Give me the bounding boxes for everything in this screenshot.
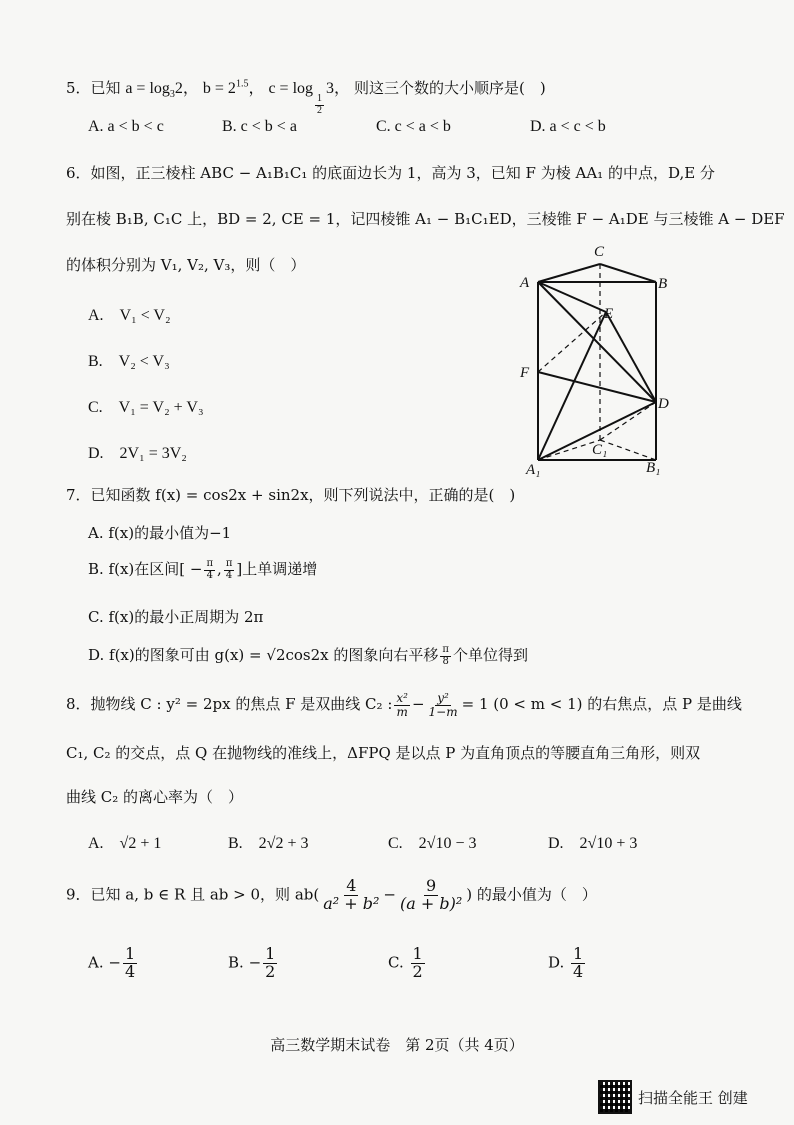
label-B1: B₁ [646, 460, 661, 476]
q9-b-label: B. [228, 953, 244, 972]
q7-option-b[interactable] [88, 558, 317, 581]
label-C1: C₁ [592, 442, 608, 458]
q6-option-d[interactable]: D. 2V₁ = 3V₂ [88, 445, 187, 462]
q9-option-d[interactable] [548, 946, 587, 981]
q6-line-3: 的体积分别为 V₁, V₂, V₃，则（ ） [66, 256, 306, 274]
q9-b-num: 1 [265, 944, 276, 963]
q9-a-num: 1 [124, 944, 136, 963]
label-A1: A₁ [526, 462, 541, 478]
q8-line-2: C₁, C₂ 的交点，点 Q 在抛物线的准线上，ΔFPQ 是以点 P 为直角顶点的等腰直角三角形，则双 [66, 744, 701, 762]
q7-b-f2-den: 4 [225, 569, 233, 581]
q8-f2-num: y² [437, 691, 449, 705]
q9-option-c[interactable] [388, 946, 427, 981]
q7-b-f1-den: 4 [206, 569, 213, 581]
q7-b-mid: , [217, 560, 222, 578]
prism-figure [516, 238, 676, 478]
q9-minus: − [383, 885, 396, 904]
qr-code-icon [598, 1080, 632, 1114]
scanner-label: 扫描全能王 创建 [638, 1088, 748, 1107]
q9-f1-num: 4 [346, 876, 357, 895]
q6-option-b[interactable]: B. V₂ < V₃ [88, 353, 170, 370]
q9-d-den: 4 [573, 961, 584, 981]
q9-a-frac [123, 946, 137, 981]
q6-option-c[interactable]: C. V₁ = V₂ + V₃ [88, 399, 204, 416]
q7-option-c[interactable]: C. f(x)的最小正周期为 2π [88, 608, 264, 626]
q8-line-3: 曲线 C₂ 的离心率为（ ） [66, 788, 244, 806]
q9-d-frac [571, 946, 585, 981]
q7-stem: 7．已知函数 f(x) = cos2x + sin2x，则下列说法中，正确的是( ) [66, 486, 516, 504]
q8-prefix: 8．抛物线 C : y² = 2px 的焦点 F 是双曲线 C₂ : [66, 695, 393, 714]
label-B: B [658, 276, 668, 292]
q5-option-c[interactable]: C. c < a < b [376, 118, 451, 135]
q9-d-label: D. [548, 953, 565, 972]
q5-prefix: 5．已知 [66, 79, 126, 97]
q6-line-1: 6．如图，正三棱柱 ABC − A₁B₁C₁ 的底面边长为 1，高为 3，已知 F 为棱 AA₁ 的中点，D,E 分 [66, 164, 715, 182]
q5-b-sep: ， [248, 80, 265, 97]
q8-f1-den: m [396, 704, 408, 719]
q5-b-exp: 1.5 [235, 78, 249, 90]
q8-suffix: = 1 (0 < m < 1) 的右焦点，点 P 是曲线 [461, 695, 742, 714]
q7-d-f-den: 8 [442, 655, 449, 667]
edge-CB [600, 264, 656, 282]
q8-option-c[interactable]: C. 2√10 − 3 [388, 835, 477, 852]
edge-A1C1-hidden [538, 440, 600, 460]
q9-suffix: ) 的最小值为（ ） [466, 885, 597, 904]
q9-option-b[interactable] [228, 946, 279, 981]
q7-d-suffix: 个单位得到 [452, 646, 528, 664]
q8-option-d[interactable]: D. 2√10 + 3 [548, 835, 638, 852]
q8-frac-1 [394, 692, 410, 718]
q5-a-arg: 2， [174, 80, 199, 97]
q5-suffix: 则这三个数的大小顺序是( ) [354, 79, 546, 97]
page-footer: 高三数学期末试卷 第 2页（共 4页） [270, 1036, 524, 1054]
q9-frac-2 [398, 878, 464, 913]
q9-b-den: 2 [265, 961, 276, 981]
q5-option-d[interactable]: D. a < c < b [530, 118, 606, 135]
q7-d-frac [440, 645, 451, 667]
q9-c-frac [411, 946, 425, 981]
scanner-watermark [598, 1080, 748, 1114]
q9-stem [66, 878, 597, 913]
label-C: C [594, 244, 605, 260]
q6-line-2: 别在棱 B₁B, C₁C 上，BD = 2, CE = 1，记四棱锥 A₁ − B₁C₁ED，三棱锥 F − A₁DE 与三棱锥 A − DEF [66, 210, 785, 228]
q9-f2-den: (a + b)² [400, 893, 463, 913]
q7-option-a[interactable]: A. f(x)的最小值为−1 [88, 524, 232, 542]
edge-C1B1-hidden [600, 440, 656, 460]
q5-a-expr: a = log [125, 80, 170, 97]
q7-option-d[interactable] [88, 644, 528, 667]
q8-option-b[interactable]: B. 2√2 + 3 [228, 835, 309, 852]
q5-option-a[interactable]: A. a < b < c [88, 118, 164, 135]
q7-d-f-num: π [442, 644, 449, 655]
edge-AD [538, 282, 656, 402]
q8-f2-den: 1−m [428, 704, 458, 719]
edge-AE [538, 282, 606, 312]
q7-b-suffix: ]上单调递增 [236, 560, 318, 578]
edge-FD [538, 372, 656, 402]
q9-a-sign: − [108, 953, 121, 972]
q5-c-base [315, 94, 324, 116]
label-A: A [520, 275, 530, 291]
q9-frac-1 [321, 878, 381, 913]
q5-c-arg: 3， [326, 80, 351, 97]
q5-c-expr: c = log [268, 80, 314, 97]
q8-line-1 [66, 692, 742, 718]
q9-b-frac [263, 946, 277, 981]
q7-b-f1-num: π [206, 558, 214, 569]
q9-a-den: 4 [124, 961, 136, 981]
q9-c-label: C. [388, 953, 404, 972]
edge-AC [538, 264, 600, 282]
label-E: E [604, 306, 614, 322]
q5-c-base-num: 1 [317, 93, 323, 104]
edge-C1D-hidden [600, 402, 656, 440]
q7-b-frac-2 [224, 559, 235, 581]
q9-option-a[interactable] [88, 946, 139, 981]
q9-prefix: 9．已知 a, b ∈ R 且 ab > 0，则 ab( [66, 885, 320, 904]
q5-c-base-den: 2 [317, 104, 323, 116]
q9-f1-den: a² + b² [323, 893, 380, 913]
q9-a-label: A. [88, 953, 104, 972]
q9-c-den: 2 [412, 961, 423, 981]
q5-a-base: 3 [169, 89, 175, 101]
q5-option-b[interactable]: B. c < b < a [222, 118, 297, 135]
q7-d-prefix: D. f(x)的图象可由 g(x) = √2cos2x 的图象向右平移 [88, 646, 439, 664]
q9-b-sign: − [248, 953, 262, 972]
q7-b-prefix: B. f(x)在区间[ − [88, 560, 203, 578]
q7-b-frac-1 [204, 559, 215, 581]
q8-minus: − [411, 695, 425, 714]
q5-b-expr: b = 2 [202, 80, 236, 97]
q9-c-num: 1 [412, 944, 423, 963]
label-F: F [520, 365, 530, 381]
q9-f2-num: 9 [426, 876, 437, 895]
question-5-stem [66, 75, 546, 116]
q8-option-a[interactable]: A. √2 + 1 [88, 835, 162, 852]
q9-d-num: 1 [573, 944, 584, 963]
q8-f1-num: x² [396, 691, 408, 705]
q7-b-f2-num: π [225, 558, 233, 569]
q8-frac-2 [427, 692, 460, 718]
q6-option-a[interactable]: A. V₁ < V₂ [88, 307, 171, 324]
label-D: D [658, 396, 669, 412]
edge-ED [606, 312, 656, 402]
